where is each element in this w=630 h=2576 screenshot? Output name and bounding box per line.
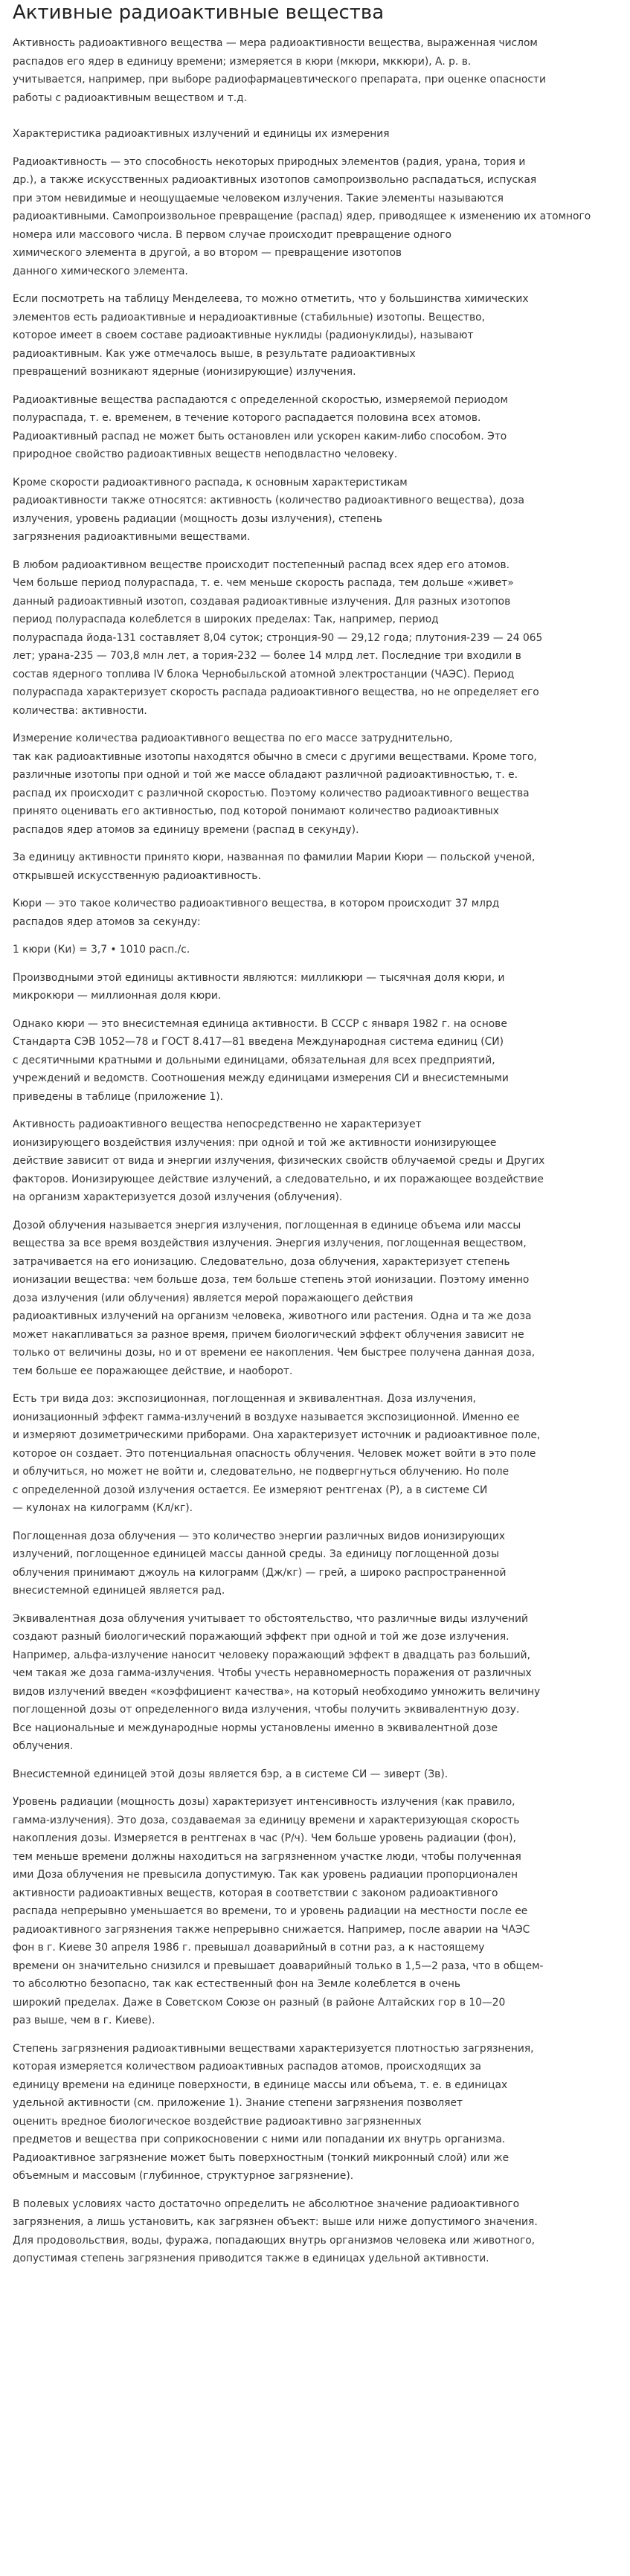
paragraph-half-life: Радиоактивные вещества распадаются с определенной скоростью, измеряемой периодом полураспада, т. е. временем, в течение которого распадается половина всех атомов. Радиоактивный распад не может быть остановлен или ускорен каким-либо способом. Это природное свойство радиоактивных веществ неподвластно человеку. (13, 393, 508, 460)
paragraph-derived-units: Производными этой единицы активности являются: милликюри — тысячная доля кюри, и микрокюри — миллионная доля кюри. (13, 971, 505, 1002)
paragraph-contamination: Степень загрязнения радиоактивными веществами характеризуется плотностью загрязнения, которая измеряется количеством радиоактивных распадов атомов, происходящих за единицу времени на единице поверхности, в единице массы или объема, т. е. в единицах удельной активности (см. приложение 1). Знание степени загрязнения позволяет оценить вредное биологическое воздействие радиоактивно загрязненных предметов и вещества при соприкосновении с ними или попадании их внутрь организма. Радиоактивное загрязнение может быть поверхностным (тонкий микронный слой) или же объемным и массовым (глубинное, структурное загрязнение). (13, 2042, 534, 2182)
paragraph-field-conditions: В полевых условиях часто достаточно определить не абсолютное значение радиоактивного загрязнения, а лишь установить, как загрязнен объект: выше или ниже допустимого значения. Для продовольствия, воды, фуража, попадающих внутрь организмов человека или животного, допустимая степень загрязнения приводится также в единицах удельной активности. (13, 2197, 538, 2264)
paragraph-sievert: Внесистемной единицей этой дозы является бэр, а в системе СИ — зиверт (Зв). (13, 1768, 449, 1780)
paragraph-radiation-level: Уровень радиации (мощность дозы) характеризует интенсивность излучения (как правило, гамма-излучения). Это доза, создаваемая за единицу времени и характеризующая скорость накопления дозы. Измеряется в рентгенах в час (Р/ч). Чем больше уровень радиации (фон), тем меньше времени должны находиться на загрязненном участке люди, чтобы полученная ими Доза облучения не превысила допустимую. Так как уровень радиации пропорционален активности радиоактивных веществ, которая в соответствии с законом радиоактивного распада непрерывно уменьшается во времени, то и уровень радиации на местности после ее радиоактивного загрязнения также непрерывно снижается. Например, после аварии на ЧАЭС фон в г. Киеве 30 апреля 1986 г. превышал доаварийный в сотни раз, а к настоящему времени он значительно снизился и превышает доаварийный только в 1,5—2 раза, что в общем- то абсолютно безопасно, так как естественный фон на Земле колеблется в очень широкий пределах. Даже в Советском Союзе он разный (в районе Алтайских гор в 10—20 раз выше, чем в г. Киеве). (13, 1796, 544, 2026)
paragraph-dose-types: Есть три вида доз: экспозиционная, поглощенная и эквивалентная. Доза излучения, ионизационный эффект гамма-излучений в воздухе называется экспозиционной. Именно ее и измеряют дозиметрическими приборами. Она характеризует источник и радиоактивное поле, которое он создает. Это потенциальная опасность облучения. Человек может войти в это поле и облучиться, но может не войти и, следовательно, не подвергнуться облучению. Но поле с определенной дозой излучения остается. Ее измеряют рентгенах (Р), а в системе СИ — кулонах на килограмм (Кл/кг). (13, 1393, 541, 1514)
paragraph-characteristics: Кроме скорости радиоактивного распада, к основным характеристикам радиоактивности также относятся: активность (количество радиоактивного вещества), доза излучения, уровень радиации (мощность дозы излучения), степень загрязнения радиоактивными веществами. (13, 476, 524, 543)
paragraph-dose: Дозой облучения называется энергия излучения, поглощенная в единице объема или массы вещества за все время воздействия излучения. Энергия излучения, поглощенная веществом, затрачивается на его ионизацию. Следовательно, доза облучения, характеризует степень ионизации вещества: чем больше доза, тем больше степень этой ионизации. Поэтому именно доза излучения (или облучения) является мерой поражающего действия радиоактивных излучений на организм человека, животного или растения. Одна и та же доза может накапливаться за разное время, причем биологический эффект облучения зависит не только от величины дозы, но и от времени ее накопления. Чем быстрее получена данная доза, тем больше ее поражающее действие, и наоборот. (13, 1219, 536, 1377)
paragraph-radioactivity: Радиоактивность — это способность некоторых природных элементов (радия, урана, тория и др.), а также искусственных радиоактивных изотопов самопроизвольно распадаться, испуская при этом невидимые и неощущаемые человеком излучения. Такие элементы называются радиоактивными. Самопроизвольное превращение (распад) ядер, приводящее к изменению их атомного номера или массового числа. В первом случае происходит превращение одного химического элемента в другой, а во втором — превращение изотопов данного химического элемента. (13, 155, 591, 277)
paragraph-isotopes: Если посмотреть на таблицу Менделеева, то можно отметить, что у большинства химических элементов есть радиоактивные и нерадиоактивные (стабильные) изотопы. Вещество, которое имеет в своем составе радиоактивные нуклиды (радионуклиды), называют радиоактивным. Как уже отмечалось выше, в результате радиоактивных превращений возникают ядерные (ионизирующие) излучения. (13, 293, 529, 378)
paragraph-ionizing-effect: Активность радиоактивного вещества непосредственно не характеризует ионизирующего воздействия излучения: при одной и той же активности ионизирующее действие зависит от вида и энергии излучения, физических свойств облучаемой среды и Других факторов. Ионизирующее действие излучений, а следовательно, и их поражающее воздействие на организм характеризуется дозой излучения (облучения). (13, 1118, 545, 1203)
paragraph-absorbed-dose: Поглощенная доза облучения — это количество энергии различных видов ионизирующих излучений, поглощенное единицей массы данной среды. За единицу поглощенной дозы облучения принимают джоуль на килограмм (Дж/кг) — грей, а широко распространенной внесистемной единицей является рад. (13, 1530, 507, 1597)
paragraph-measurement: Измерение количества радиоактивного вещества по его массе затруднительно, так как радиоактивные изотопы находятся обычно в смеси с другими веществами. Кроме того, различные изотопы при одной и той же массе обладают различной радиоактивностью, т. е. распад их происходит с различной скоростью. Поэтому количество радиоактивного вещества принято оценивать его активностью, под которой понимают количество радиоактивных распадов ядер атомов за единицу времени (распад в секунду). (13, 732, 537, 836)
section-heading: Характеристика радиоактивных излучений и единицы их измерения (13, 128, 390, 140)
paragraph-decay: В любом радиоактивном веществе происходит постепенный распад всех ядер его атомов. Чем больше период полураспада, т. е. чем меньше скорость распада, тем дольше «живет» данный радиоактивный изотоп, создавая радиоактивные излучения. Для разных изотопов период полураспада колеблется в широких пределах: Так, например, период полураспада йода-131 составляет 8,04 суток; стронция-90 — 29,12 года; плутония-239 — 24 065 лет; урана-235 — 703,8 млн лет, а тория-232 — более 14 млрд лет. Последние три входили в состав ядерного топлива IV блока Чернобыльской атомной электростанции (ЧАЭС). Период полураспада характеризует скорость распада радиоактивного вещества, но не определяет его количества: активности. (13, 558, 543, 717)
paragraph-curie-unit: За единицу активности принято кюри, названная по фамилии Марии Кюри — польской ученой, открывшей искусственную радиоактивность. (13, 851, 536, 882)
paragraph-si-system: Однако кюри — это внесистемная единица активности. В СССР с января 1982 г. на основе Стандарта СЭВ 1052—78 и ГОСТ 8.417—81 введена Международная система единиц (СИ) с десятичными кратными и дольными единицами, обязательная для всех предприятий, учреждений и ведомств. Соотношения между единицами измерения СИ и внесистемными приведены в таблице (приложение 1). (13, 1017, 509, 1103)
paragraph-curie-definition: Кюри — это такое количество радиоактивного вещества, в котором происходит 37 млрд распадов ядер атомов за секунду: (13, 898, 500, 928)
paragraph-curie-formula: 1 кюри (Ки) = 3,7 • 1010 расп./с. (13, 944, 190, 956)
paragraph-equivalent-dose: Эквивалентная доза облучения учитывает то обстоятельство, что различные виды излучений создают разный биологический поражающий эффект при одной и той же дозе излучения. Например, альфа-излучение наносит человеку поражающий эффект в двадцать раз больший, чем такая же доза гамма-излучения. Чтобы учесть неравномерность поражения от различных видов излучений введен «коэффициент качества», на который необходимо умножить величину поглощенной дозы от определенного вида излучения, чтобы получить эквивалентную дозу. Все национальные и международные нормы установлены именно в эквивалентной дозе облучения. (13, 1612, 541, 1752)
page-title: Активные радиоактивные вещества (13, 1, 385, 24)
intro-paragraph: Активность радиоактивного вещества — мера радиоактивности вещества, выраженная числом распадов его ядер в единицу времени; измеряется в кюри (мкюри, мккюри), А. р. в. учитывается, например, при выборе радиофармацевтического препарата, при оценке опасности работы с радиоактивным веществом и т.д. (13, 37, 546, 104)
